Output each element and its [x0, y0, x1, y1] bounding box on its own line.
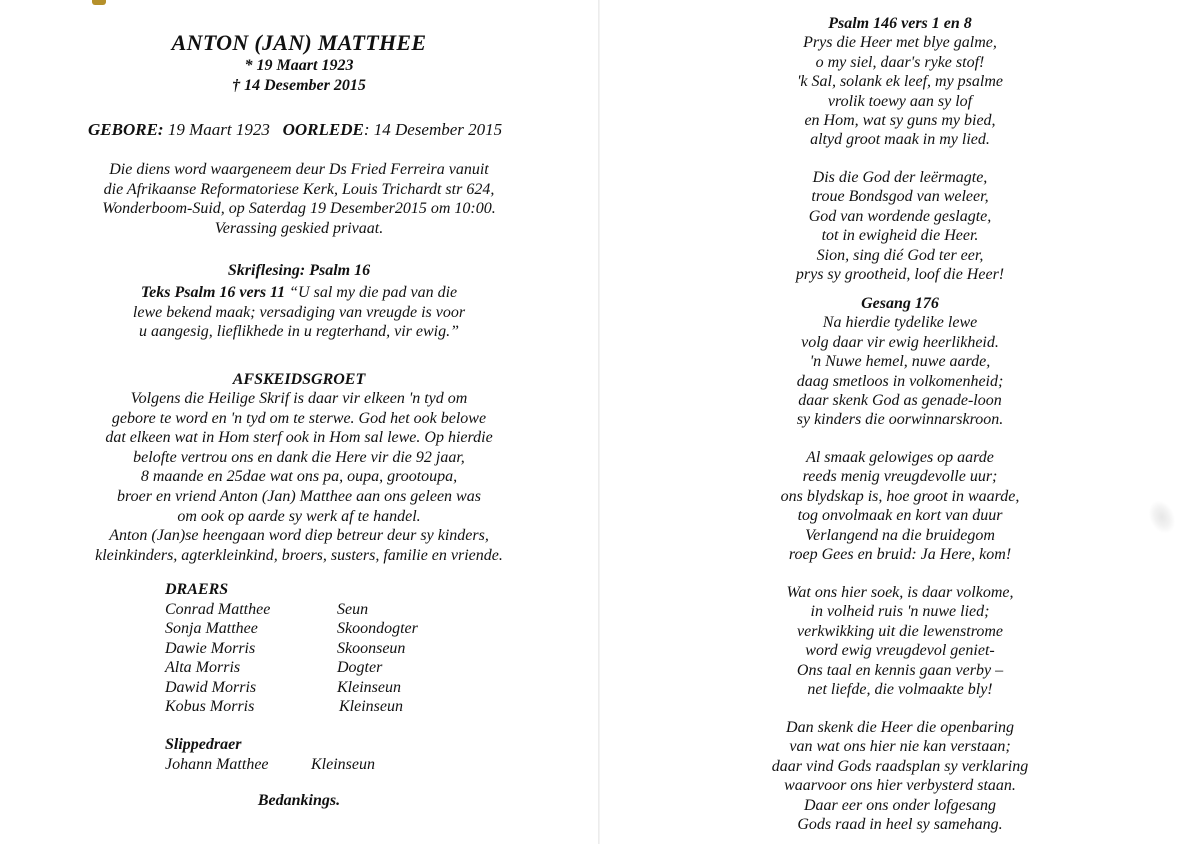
psalm-line: Sion, sing dié God ter eer,	[816, 246, 984, 264]
gesang-stanza-2	[600, 448, 1200, 564]
life-dates	[0, 56, 598, 96]
gesang-line: reeds menig vreugdevolle uur;	[802, 468, 998, 486]
service-line: Die diens word waargeneem deur Ds Fried Ferreira vanuit	[109, 161, 489, 178]
reading-line	[30, 283, 568, 303]
psalm-line: prys sy grootheid, loof die Heer!	[795, 266, 1005, 284]
gesang-line: daar skenk God as genade-loon	[798, 392, 1002, 410]
bearer-name: Dawie Morris	[165, 639, 256, 657]
farewell-line: om ook op aarde sy werk af te handel.	[177, 507, 421, 525]
gesang-stanza-4	[600, 718, 1200, 834]
bearer-relation: Skoonseun	[337, 639, 406, 657]
bearer-relation: Dogter	[337, 659, 383, 677]
psalm-heading: Psalm 146 vers 1 en 8	[828, 15, 972, 32]
death-date: † 14 Desember 2015	[232, 77, 366, 94]
service-line: die Afrikaanse Reformatoriese Kerk, Louis Trichardt str 624,	[103, 180, 495, 198]
bearer-name: Kobus Morris	[165, 697, 255, 715]
bearer-name: Conrad Matthee	[165, 601, 271, 618]
farewell-text	[20, 389, 578, 565]
farewell-line: broer en vriend Anton (Jan) Matthee aan ons geleen was	[117, 487, 481, 505]
gesang-line: Wat ons hier soek, is daar volkome,	[786, 584, 1014, 601]
born-value: 19 Maart 1923	[163, 120, 270, 139]
gesang-line: 'n Nuwe hemel, nuwe aarde,	[809, 353, 991, 371]
reading-heading: Skriflesing: Psalm 16	[227, 262, 371, 279]
farewell-line: kleinkinders, agterkleinkind, broers, susters, familie en vriende.	[95, 546, 503, 564]
service-line: Verassing geskied privaat.	[214, 219, 384, 237]
psalm-line: God van wordende geslagte,	[808, 207, 992, 225]
thanks-text: Bedankings.	[257, 792, 341, 809]
psalm-line: Dis die God der leërmagte,	[812, 169, 988, 186]
reading-line-1: “U sal my die pad van die	[285, 284, 458, 301]
farewell-heading: AFSKEIDSGROET	[232, 371, 366, 388]
gesang-line: Dan skenk die Heer die openbaring	[786, 719, 1014, 736]
bearer-name: Johann Matthee	[165, 756, 269, 773]
gesang-line: tog onvolmaak en kort van duur	[797, 507, 1003, 525]
gesang-line: volg daar vir ewig heerlikheid.	[801, 333, 999, 351]
psalm-line: en Hom, wat sy guns my bied,	[804, 112, 996, 130]
gesang-line: Na hierdie tydelike lewe	[822, 314, 978, 332]
gesang-line: Verlangend na die bruidegom	[805, 526, 995, 544]
gesang-line: sy kinders die oorwinnarskroon.	[796, 411, 1004, 429]
gesang-line: Gods raad in heel sy samehang.	[797, 816, 1003, 834]
gesang-line: net liefde, die volmaakte bly!	[807, 681, 993, 699]
gesang-line: Daar eer ons onder lofgesang	[804, 796, 996, 814]
gesang-line: roep Gees en bruid: Ja Here, kom!	[788, 546, 1012, 564]
gesang-line: in volheid ruis 'n nuwe lied;	[810, 603, 990, 621]
bearer-relation: Seun	[337, 601, 369, 618]
reading-line-3: u aangesig, lieflikhede in u regterhand, vir ewig.”	[139, 323, 459, 340]
deceased-name: ANTON (JAN) MATTHEE	[171, 30, 427, 55]
bearer-relation: Kleinseun	[337, 678, 401, 696]
psalm-line: troue Bondsgod van weleer,	[811, 188, 989, 206]
gesang-line: daar vind Gods raadsplan sy verklaring	[771, 757, 1029, 775]
psalm-line: altyd groot maak in my lied.	[810, 131, 990, 149]
service-info	[30, 160, 568, 238]
slippedraer-heading: Slippedraer	[165, 736, 242, 753]
reading-line-2: lewe bekend maak; versadiging van vreugde is voor	[132, 303, 466, 321]
gesang-line: Al smaak gelowiges op aarde	[806, 449, 994, 466]
gesang-line: waarvoor ons hier verbysterd staan.	[784, 777, 1016, 795]
bearer-name: Alta Morris	[165, 659, 241, 677]
farewell-line: Anton (Jan)se heengaan word diep betreur deur sy kinders,	[109, 527, 489, 545]
psalm-line: Prys die Heer met blye galme,	[803, 34, 997, 52]
bearer-relation: Kleinseun	[311, 756, 375, 773]
psalm-line: 'k Sal, solank ek leef, my psalme	[796, 73, 1004, 91]
gesang-line: Ons taal en kennis gaan verby –	[796, 661, 1004, 679]
bearer-name: Sonja Matthee	[165, 620, 258, 638]
gesang-line: ons blydskap is, hoe groot in waarde,	[780, 487, 1020, 505]
died-label: OORLEDE	[282, 120, 364, 139]
service-line: Wonderboom-Suid, op Saterdag 19 Desember2015 om 10:00.	[102, 200, 496, 217]
farewell-line: 8 maande en 25dae wat ons pa, oupa, grootoupa,	[140, 468, 458, 486]
gesang-line: van wat ons hier nie kan verstaan;	[789, 738, 1011, 756]
psalm-stanza-2	[600, 168, 1200, 284]
farewell-line: belofte vertrou ons en dank die Here vir die 92 jaar,	[133, 448, 465, 466]
gesang-line: verkwikking uit die lewenstrome	[796, 622, 1003, 640]
gesang-stanza-3	[600, 583, 1200, 699]
farewell-line: gebore te word en 'n tyd om te sterwe. God het ook belowe	[111, 409, 487, 427]
bearer-name: Dawid Morris	[165, 678, 257, 696]
bearer-relation: Kleinseun	[339, 697, 403, 715]
farewell-line: Volgens die Heilige Skrif is daar vir elkeen 'n tyd om	[130, 390, 468, 407]
psalm-line: tot in ewigheid die Heer.	[821, 227, 979, 245]
gesang-line: daag smetloos in volkomenheid;	[796, 372, 1004, 390]
psalm-block	[600, 14, 1200, 150]
gesang-heading: Gesang 176	[861, 295, 939, 312]
bearer-relation: Skoondogter	[337, 620, 418, 638]
gesang-block	[600, 294, 1200, 430]
left-panel	[0, 0, 598, 844]
died-value: : 14 Desember 2015	[363, 120, 503, 139]
psalm-line: o my siel, daar's ryke stof!	[815, 53, 985, 71]
farewell-line: dat elkeen wat in Hom sterf ook in Hom sal lewe. Op hierdie	[105, 429, 493, 447]
gesang-line: word ewig vreugdevol geniet-	[805, 642, 995, 660]
born-label: GEBORE:	[88, 120, 164, 139]
right-panel	[600, 0, 1200, 844]
born-died-line	[88, 120, 502, 140]
reading-text	[30, 283, 568, 342]
pallbearers-heading: DRAERS	[165, 581, 229, 598]
reading-text-label: Teks Psalm 16 vers 11	[140, 284, 286, 301]
psalm-line: vrolik toewy aan sy lof	[827, 92, 973, 110]
birth-date: * 19 Maart 1923	[244, 57, 354, 74]
